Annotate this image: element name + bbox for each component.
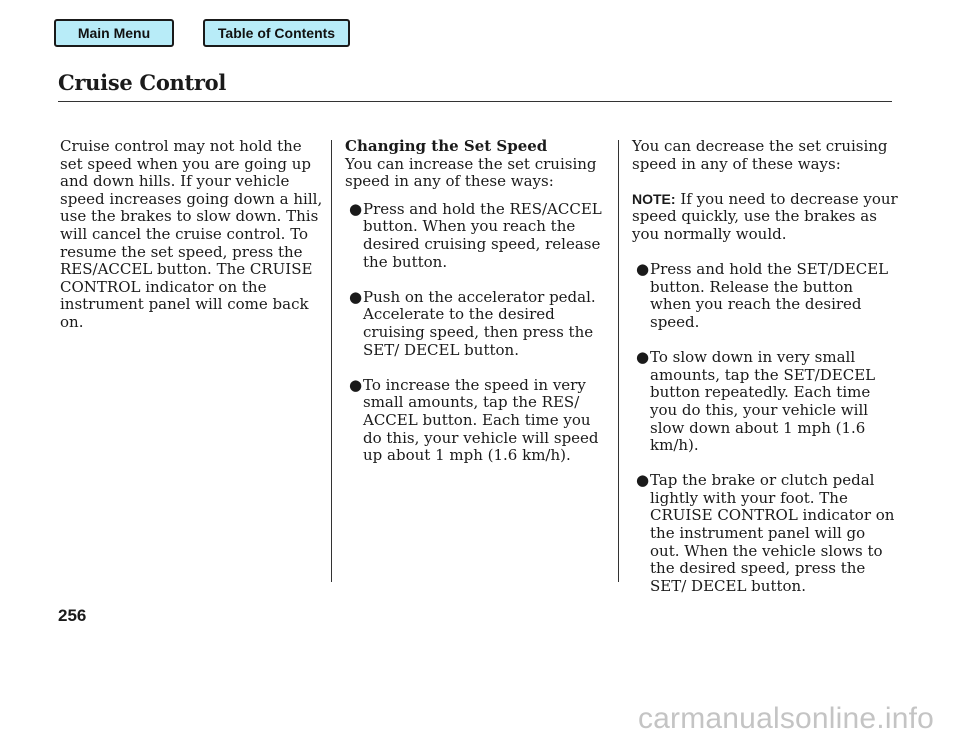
list-item-text: Tap the brake or clutch pedal lightly with your foot. The CRUISE CONTROL indicator on the instrument panel will go out. When the vehicle slows to the desired speed, press the SET/ DECEL button. xyxy=(650,471,895,595)
list-item xyxy=(632,472,898,595)
bullet-icon: ● xyxy=(349,287,363,306)
list-item xyxy=(632,261,898,331)
page-title: Cruise Control xyxy=(58,70,227,95)
main-menu-button[interactable]: Main Menu xyxy=(54,19,174,47)
page-number: 256 xyxy=(58,606,87,625)
column-divider-2 xyxy=(618,140,619,582)
section-heading: Changing the Set Speed xyxy=(345,137,548,155)
column-3 xyxy=(632,138,898,595)
list-item-text: Press and hold the SET/DECEL button. Release the button when you reach the desired speed. xyxy=(650,260,889,331)
bullet-icon: ● xyxy=(636,471,650,490)
list-item xyxy=(345,201,611,271)
bullet-icon: ● xyxy=(636,348,650,367)
bullet-icon: ● xyxy=(349,375,363,394)
column-1-paragraph: Cruise control may not hold the set speed when you are going up and down hills. If your vehicle speed increases going down a hill, use the brakes to slow down. This will cancel the cruise control. To resume the set speed, press the RES/ACCEL button. The CRUISE CONTROL indicator on the instrument panel will come back on. xyxy=(60,137,323,331)
column-3-intro: You can decrease the set cruising speed in any of these ways: xyxy=(632,137,888,173)
bullet-icon: ● xyxy=(636,260,650,279)
note-text: If you need to decrease your speed quickly, use the brakes as you normally would. xyxy=(632,189,898,243)
list-item-text: To increase the speed in very small amounts, tap the RES/ ACCEL button. Each time you do this, your vehicle will speed up about 1 mph (1.6 km/h). xyxy=(363,375,599,465)
bullet-icon: ● xyxy=(349,199,363,218)
column-1 xyxy=(60,138,326,332)
list-item xyxy=(345,289,611,359)
column-2-intro: You can increase the set cruising speed in any of these ways: xyxy=(345,154,597,191)
note-label: NOTE: xyxy=(632,190,676,207)
list-item-text: Push on the accelerator pedal. Accelerate to the desired cruising speed, then press the SET/ DECEL button. xyxy=(363,287,596,359)
column-2 xyxy=(345,138,611,465)
table-of-contents-button[interactable]: Table of Contents xyxy=(203,19,350,47)
decrease-speed-list xyxy=(632,261,898,595)
list-item-text: Press and hold the RES/ACCEL button. When you reach the desired cruising speed, release the button. xyxy=(363,199,602,271)
list-item xyxy=(632,349,898,455)
increase-speed-list xyxy=(345,201,611,465)
title-divider xyxy=(58,101,892,102)
column-divider-1 xyxy=(331,140,332,582)
watermark: carmanualsonline.info xyxy=(637,702,934,735)
note-paragraph xyxy=(632,191,898,244)
list-item-text: To slow down in very small amounts, tap the SET/DECEL button repeatedly. Each time you do this, your vehicle will slow down about 1 mph (1.6 km/h). xyxy=(650,348,876,455)
list-item xyxy=(345,377,611,465)
